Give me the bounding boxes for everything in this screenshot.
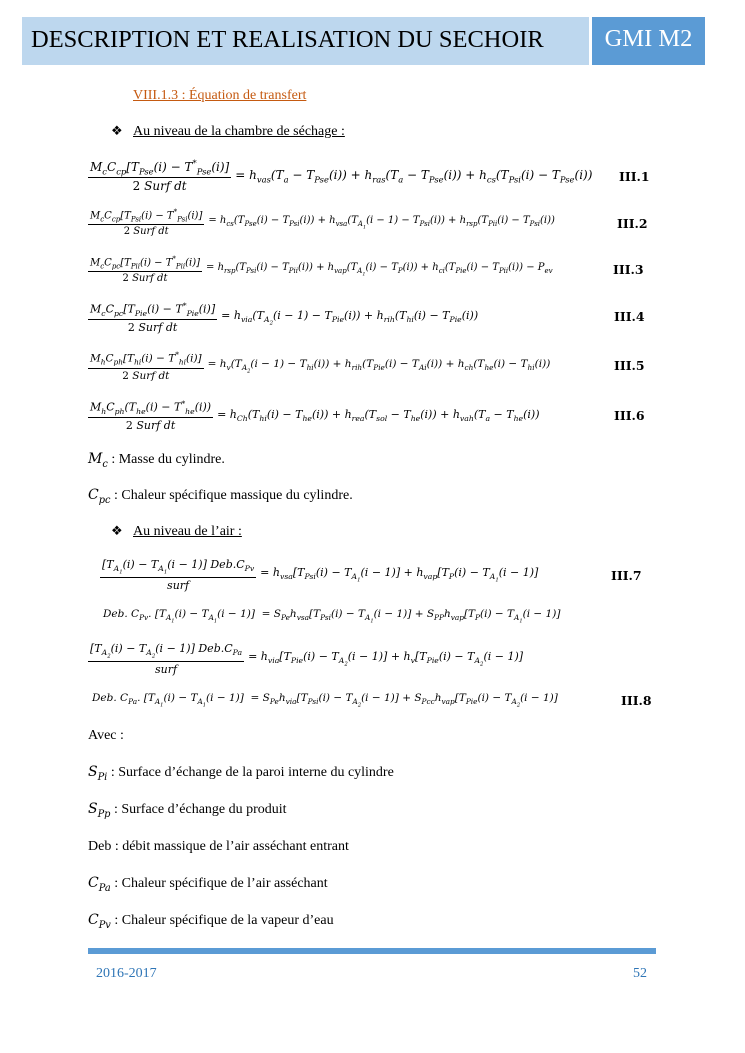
equation-8a: $\frac{[T_{A_2}(i) - T_{A_2}(i - 1)] Deb.C_{Pa}}{\text{surf}}$ = $h_{via}[T_{Pie}(i) - T_{A_2}(i - 1)] + h_v[T_{Pie}(i) - T_{A_2}(i - 1)]$ <box>90 642 524 676</box>
equation-number: III.4 <box>614 309 645 324</box>
equation-number: III.6 <box>614 408 645 423</box>
equation-number: III.8 <box>621 693 652 708</box>
subsection-chambre <box>111 124 345 140</box>
definition-mc: $M_c$ : Masse du cylindre. <box>88 451 225 470</box>
equation-1: $\frac{M_cC_{cp}[T_{Pse}(i) - T^*_{Pse}(i)]}{\text{2 Surf dt}}$ = $h_{vas}(T_a - T_{Pse}(i)) + h_{ras}(T_a - T_{Pse}(i)) + h_{cs}(T_{Psi}(i) - T_{Pse}(i))$ <box>90 158 593 194</box>
footer-divider <box>88 948 656 954</box>
section-title: VIII.1.3 : Équation de transfert <box>133 88 307 103</box>
definition-cpv: $C_{Pv}$ : Chaleur spécifique de la vapeur d’eau <box>88 912 334 931</box>
definition-spp: $S_{Pp}$ : Surface d’échange du produit <box>88 801 287 820</box>
footer-years: 2016-2017 <box>96 966 157 981</box>
header-title: DESCRIPTION ET REALISATION DU SECHOIR <box>22 17 589 65</box>
equation-number: III.1 <box>619 169 650 184</box>
definition-spi: $S_{Pi}$ : Surface d’échange de la paroi interne du cylindre <box>88 764 394 783</box>
diamond-bullet-icon: ❖ <box>111 524 123 539</box>
equation-8b: Deb. $C_{Pa}$. $[T_{A_1}(i) - T_{A_1}(i - 1)] = S_{Pe}h_{via}[T_{Psi}(i) - T_{A_2}(i - 1)] + S_{Pcc}h_{vap}[T_{Pie}(i) - T_{A_2}(i - 1)]$ <box>92 692 558 709</box>
equation-7b: Deb. $C_{Pv}$. $[T_{A_1}(i) - T_{A_1}(i - 1)] = S_{Pe}h_{vsa}[T_{Psi}(i) - T_{A_1}(i - 1)] + S_{PP}h_{vap}[T_P(i) - T_{A_1}(i - 1)]$ <box>103 608 561 625</box>
definition-cpa: $C_{Pa}$ : Chaleur spécifique de l’air asséchant <box>88 875 328 894</box>
subsection-air <box>111 524 242 540</box>
equation-number: III.2 <box>617 216 648 231</box>
equation-2: $\frac{M_cC_{cp}[T_{Psi}(i) - T^*_{Psi}(i)]}{\text{2 Surf dt}}$ = $h_{cs}(T_{Pse}(i) - T_{Psi}(i)) + h_{vsa}(T_{A_1}(i - 1) - T_{Psi}(i)) + h_{rsp}(T_{Pii}(i) - T_{Psi}(i))$ <box>90 208 555 238</box>
avec-label: Avec : <box>88 728 124 743</box>
equation-number: III.5 <box>614 358 645 373</box>
header-tag: GMI M2 <box>592 17 705 65</box>
subsection-label: Au niveau de la chambre de séchage : <box>133 124 345 139</box>
equation-number: III.3 <box>613 262 644 277</box>
definition-deb: Deb : débit massique de l’air asséchant entrant <box>88 839 349 854</box>
equation-4: $\frac{M_cC_{pc}[T_{Pie}(i) - T^*_{Pie}(i)]}{\text{2 Surf dt}}$ = $h_{via}(T_{A_2}(i - 1) - T_{Pie}(i)) + h_{rih}(T_{hi}(i) - T_{Pie}(i))$ <box>90 301 479 334</box>
equation-3: $\frac{M_cC_{pc}[T_{Pii}(i) - T^*_{Pii}(i)]}{\text{2 Surf dt}}$ = $h_{rsp}(T_{Psi}(i) - T_{Pii}(i)) + h_{vap}(T_{A_1}(i) - T_P(i)) + h_{ci}(T_{Pie}(i) - T_{Pii}(i)) - P_{ev}$ <box>90 255 553 285</box>
equation-6: $\frac{M_hC_{ph}(T_{he}(i) - T^*_{he}(i))}{\text{2 Surf dt}}$ = $h_{Ch}(T_{hi}(i) - T_{he}(i)) + h_{rea}(T_{sol} - T_{he}(i)) + h_{vah}(T_a - T_{he}(i))$ <box>90 399 540 432</box>
equation-5: $\frac{M_hC_{ph}[T_{hi}(i) - T^*_{hi}(i)]}{\text{2 Surf dt}}$ = $h_v(T_{A_2}(i - 1) - T_{hi}(i)) + h_{rih}(T_{Pie}(i) - T_{Ai}(i)) + h_{ch}(T_{he}(i) - T_{hi}(i))$ <box>90 350 551 382</box>
page-header <box>22 17 705 65</box>
equation-number: III.7 <box>611 568 642 583</box>
definition-cpc: $C_{pc}$ : Chaleur spécifique massique du cylindre. <box>88 487 353 506</box>
subsection-label: Au niveau de l’air : <box>133 524 242 539</box>
footer-page-number: 52 <box>633 966 647 981</box>
diamond-bullet-icon: ❖ <box>111 124 123 139</box>
equation-7a: $\frac{[T_{A_1}(i) - T_{A_1}(i - 1)] Deb.C_{Pv}}{\text{surf}}$ = $h_{vsa}[T_{Psi}(i) - T_{A_1}(i - 1)] + h_{vap}[T_P(i) - T_{A_1}(i - 1)]$ <box>102 558 539 592</box>
